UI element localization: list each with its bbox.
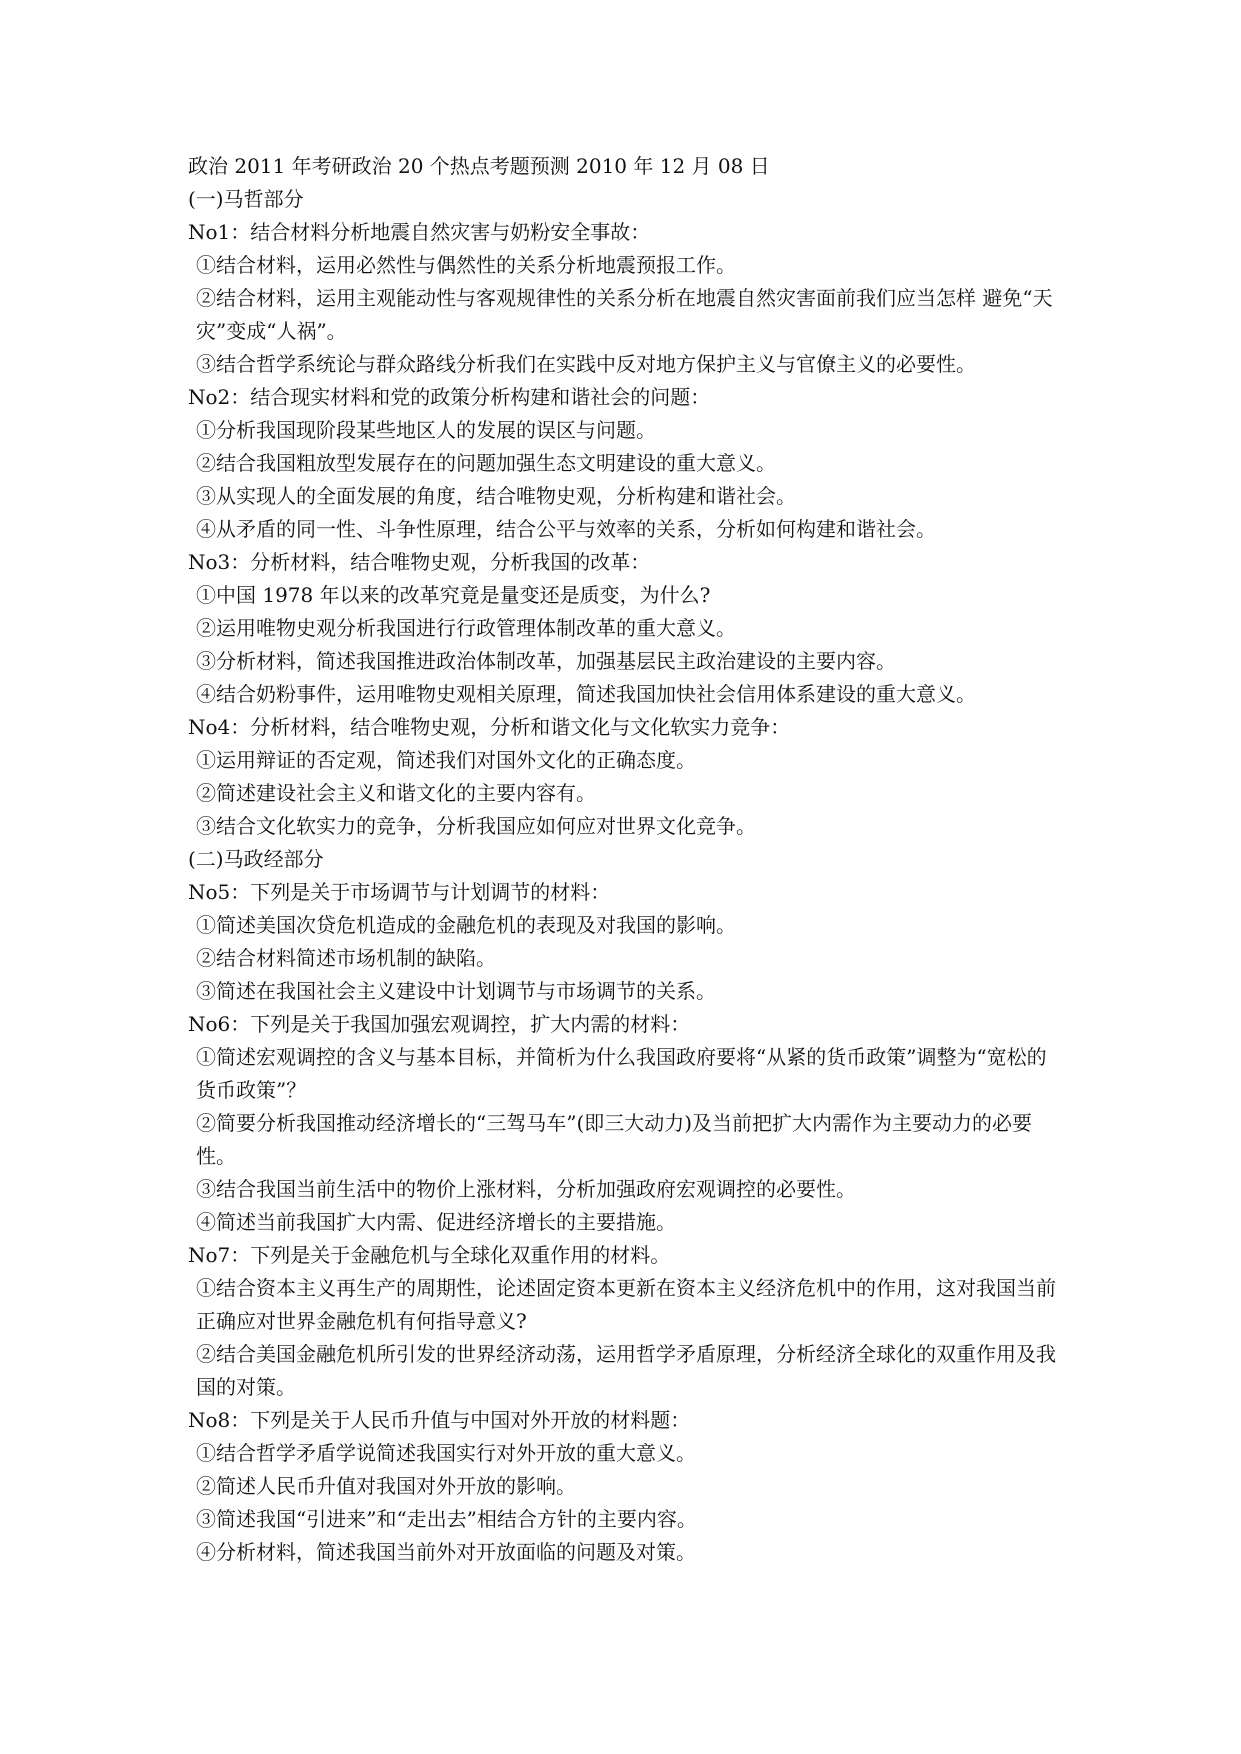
question-item: ①分析我国现阶段某些地区人的发展的误区与问题。 <box>196 418 656 442</box>
question-item: ①中国 1978 年以来的改革究竟是量变还是质变，为什么? <box>196 583 711 607</box>
question-item: ①简述宏观调控的含义与基本目标，并简析为什么我国政府要将“从紧的货币政策”调整为“宽松的货币政策”？ <box>196 1045 1047 1102</box>
question-item: ③结合哲学系统论与群众路线分析我们在实践中反对地方保护主义与官僚主义的必要性。 <box>196 352 976 376</box>
document-body <box>188 150 1058 1569</box>
question-item: ④从矛盾的同一性、斗争性原理，结合公平与效率的关系，分析如何构建和谐社会。 <box>196 517 936 541</box>
question-item: ③简述在我国社会主义建设中计划调节与市场调节的关系。 <box>196 979 716 1003</box>
question-item: ②结合美国金融危机所引发的世界经济动荡，运用哲学矛盾原理，分析经济全球化的双重作用及我国的对策。 <box>196 1342 1056 1399</box>
question-item: ①运用辩证的否定观，简述我们对国外文化的正确态度。 <box>196 748 696 772</box>
question-heading: No4：分析材料，结合唯物史观，分析和谐文化与文化软实力竞争： <box>188 715 791 739</box>
question-item: ①结合材料，运用必然性与偶然性的关系分析地震预报工作。 <box>196 253 736 277</box>
question-item: ①结合哲学矛盾学说简述我国实行对外开放的重大意义。 <box>196 1441 696 1465</box>
question-item: ③结合我国当前生活中的物价上涨材料，分析加强政府宏观调控的必要性。 <box>196 1177 856 1201</box>
question-item: ②结合材料，运用主观能动性与客观规律性的关系分析在地震自然灾害面前我们应当怎样 避免“天灾”变成“人祸”。 <box>196 286 1053 343</box>
question-heading: No7：下列是关于金融危机与全球化双重作用的材料。 <box>188 1243 671 1267</box>
question-item: ③结合文化软实力的竞争，分析我国应如何应对世界文化竞争。 <box>196 814 756 838</box>
question-item: ①简述美国次贷危机造成的金融危机的表现及对我国的影响。 <box>196 913 736 937</box>
question-heading: No2：结合现实材料和党的政策分析构建和谐社会的问题： <box>188 385 711 409</box>
question-item: ②结合我国粗放型发展存在的问题加强生态文明建设的重大意义。 <box>196 451 776 475</box>
question-heading: No6：下列是关于我国加强宏观调控，扩大内需的材料： <box>188 1012 691 1036</box>
question-heading: No3：分析材料，结合唯物史观，分析我国的改革： <box>188 550 651 574</box>
question-item: ②简述建设社会主义和谐文化的主要内容有。 <box>196 781 596 805</box>
question-item: ②运用唯物史观分析我国进行行政管理体制改革的重大意义。 <box>196 616 736 640</box>
question-item: ④分析材料，简述我国当前外对开放面临的问题及对策。 <box>196 1540 696 1564</box>
question-heading: No8：下列是关于人民币升值与中国对外开放的材料题： <box>188 1408 691 1432</box>
section-heading: (一)马哲部分 <box>188 187 304 211</box>
question-item: ②简要分析我国推动经济增长的“三驾马车”(即三大动力)及当前把扩大内需作为主要动力的必要性。 <box>196 1111 1033 1168</box>
question-heading: No1：结合材料分析地震自然灾害与奶粉安全事故： <box>188 220 651 244</box>
question-item: ③从实现人的全面发展的角度，结合唯物史观，分析构建和谐社会。 <box>196 484 796 508</box>
question-heading: No5：下列是关于市场调节与计划调节的材料： <box>188 880 611 904</box>
document-lines <box>188 183 1058 1569</box>
question-item: ②结合材料简述市场机制的缺陷。 <box>196 946 496 970</box>
document-title: 政治 2011 年考研政治 20 个热点考题预测 2010 年 12 月 08 日 <box>188 154 770 178</box>
question-item: ①结合资本主义再生产的周期性，论述固定资本更新在资本主义经济危机中的作用，这对我国当前正确应对世界金融危机有何指导意义? <box>196 1276 1056 1333</box>
question-item: ④简述当前我国扩大内需、促进经济增长的主要措施。 <box>196 1210 676 1234</box>
question-item: ②简述人民币升值对我国对外开放的影响。 <box>196 1474 576 1498</box>
question-item: ④结合奶粉事件，运用唯物史观相关原理，简述我国加快社会信用体系建设的重大意义。 <box>196 682 976 706</box>
question-item: ③简述我国“引进来”和“走出去”相结合方针的主要内容。 <box>196 1507 697 1531</box>
question-item: ③分析材料，简述我国推进政治体制改革，加强基层民主政治建设的主要内容。 <box>196 649 896 673</box>
section-heading: (二)马政经部分 <box>188 847 324 871</box>
